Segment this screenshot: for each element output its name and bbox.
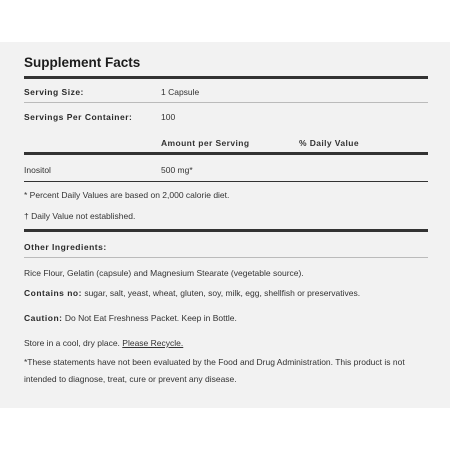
- servings-per-container-value: 100: [161, 112, 176, 122]
- amount-per-serving-header: Amount per Serving: [161, 138, 250, 148]
- ingredient-name: Inositol: [24, 165, 51, 175]
- ingredient-amount: 500 mg*: [161, 165, 193, 175]
- other-ingredients-label: Other Ingredients:: [24, 242, 107, 252]
- daily-value-header: % Daily Value: [299, 138, 360, 148]
- disclaimer-line-1: *These statements have not been evaluated by the Food and Drug Administration. This product is not: [24, 357, 405, 367]
- contains-no-label: Contains no:: [24, 288, 82, 298]
- disclaimer-line-2: intended to diagnose, treat, cure or prevent any disease.: [24, 374, 237, 384]
- caution-label: Caution:: [24, 313, 63, 323]
- other-ingredients-divider: [24, 257, 428, 258]
- panel-title: Supplement Facts: [24, 55, 141, 70]
- dv-not-established-footnote: † Daily Value not established.: [24, 211, 136, 221]
- ingredients-divider: [24, 181, 428, 182]
- serving-size-value: 1 Capsule: [161, 87, 200, 97]
- percent-dv-footnote: * Percent Daily Values are based on 2,000 calorie diet.: [24, 190, 230, 200]
- bottom-margin: [0, 408, 450, 450]
- footnote-divider: [24, 229, 428, 232]
- serving-size-label: Serving Size:: [24, 87, 84, 97]
- please-recycle-link[interactable]: Please Recycle.: [122, 338, 184, 348]
- caution-text: Do Not Eat Freshness Packet. Keep in Bottle.: [64, 313, 237, 323]
- servings-per-container-label: Servings Per Container:: [24, 112, 133, 122]
- contains-no-text: sugar, salt, yeast, wheat, gluten, soy, milk, egg, shellfish or preservatives.: [84, 288, 361, 298]
- top-margin: [0, 0, 450, 42]
- storage-text: Store in a cool, dry place.: [24, 338, 120, 348]
- serving-size-divider: [24, 102, 428, 103]
- other-ingredients-text: Rice Flour, Gelatin (capsule) and Magnesium Stearate (vegetable source).: [24, 268, 304, 278]
- title-divider: [24, 76, 428, 79]
- header-divider: [24, 152, 428, 155]
